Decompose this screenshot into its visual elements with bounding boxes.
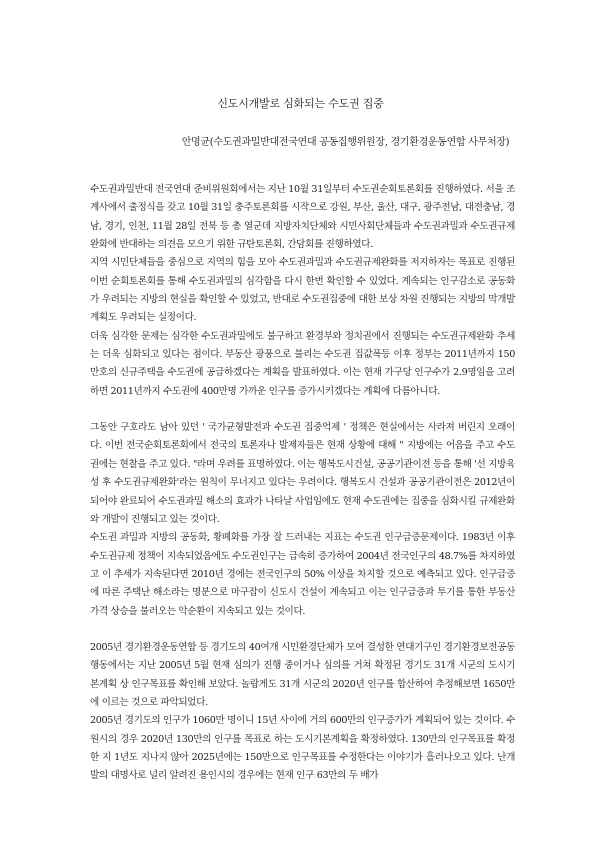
paragraph: 수도권 과밀과 지방의 공동화, 황폐화를 가장 잘 드러내는 지표는 수도권 인구급증문제이다. 1983년 이후 수도권규제 정책이 지속되었음에도 수도권인구는 급속히 증가하여 2004년 전국인구의 48.7%를 차지하였고 이 추세가 지속된다면 2010년 경에는 전국인구의 50% 이상을 차지할 것으로 예측되고 있다. 인구급증에 따른 주택난 해소라는 명분으로 마구잡이 신도시 건설이 계속되고 이는 인구급증과 투기를 통한 부동산가격 상승을 불러오는 악순환이 지속되고 있는 것이다.	[90, 532, 515, 617]
author-line: 안명균(수도권과밀반대전국연대 공동집행위원장, 경기환경운동연합 사무처장)	[181, 137, 510, 148]
paragraph: 2005년 경기환경운동연합 등 경기도의 40여개 시민환경단체가 모여 결성한 연대기구인 경기환경보전공동행동에서는 지난 2005년 5월 현재 심의가 진행 중이거나 심의를 거쳐 확정된 경기도 31개 시군의 도시기본계획 상 인구목표를 확인해 보았다. 놀랍게도 31개 시군의 2020년 인구를 합산하여 추정해보면 1650만에 이르는 것으로 파악되었다.	[90, 641, 515, 708]
section-gap	[90, 401, 515, 419]
paragraph: 수도권과밀반대 전국연대 준비위원회에서는 지난 10월 31일부터 수도권순회토론회를 진행하였다. 서울 조계사에서 출정식을 갖고 10월 31일 충주토론회를 시작으로 강원, 부산, 울산, 대구, 광주전남, 대전충남, 경남, 경기, 인천, 11월 28일 전북 등 총 열군데 지방자치단체와 시민사회단체들과 수도권과밀과 수도권규제완화에 반대하는 의견을 모으기 위한 규탄토론회, 간담회를 진행하였다.	[90, 184, 515, 251]
paragraph: 그동안 구호라도 남아 있던 ' 국가균형발전과 수도권 집중억제 ' 정책은 현실에서는 사라져 버린지 오래이다. 이번 전국순회토론회에서 전국의 토론자나 발제자들은 현재 상황에 대해 " 지방에는 어음을 주고 수도권에는 현찰을 주고 있다. "라며 우려를 표명하였다. 이는 행복도시건설, 공공기관이전 등을 통해 '선 지방육성 후 수도권규제완화'라는 원칙이 무너지고 있다는 우려이다. 행복도시 건설과 공공기관이전은 2012년이 되어야 완료되어 수도권과밀 해소의 효과가 나타날 사업임에도 현재 수도권에는 집중을 심화시킬 규제완화와 개발이 진행되고 있는 것이다.	[90, 422, 515, 525]
document-body	[90, 181, 515, 786]
paragraph: 지역 시민단체들을 중심으로 지역의 힘을 모아 수도권과밀과 수도권규제완화를 저지하자는 목표로 진행된 이번 순회토론회를 통해 수도권과밀의 심각함을 다시 한번 확인할 수 있었다. 계속되는 인구감소로 공동화가 우려되는 지방의 현실을 확인할 수 있었고, 반대로 수도권집중에 대한 보상 차원 진행되는 지방의 막개발 계획도 우려되는 실정이다.	[90, 257, 515, 324]
document-title: 신도시개발로 심화되는 수도권 집중	[217, 97, 384, 110]
paragraph: 더욱 심각한 문제는 심각한 수도권과밀에도 불구하고 환경부와 정치권에서 진행되는 수도권규제완화 추세는 더욱 심화되고 있다는 점이다. 부동산 광풍으로 불리는 수도권 집값폭등 이후 정부는 2011년까지 150만호의 신규주택을 수도권에 공급하겠다는 계획을 발표하였다. 이는 현재 가구당 인구수가 2.9명임을 고려하면 2011년까지 수도권에 400만명 가까운 인구를 증가시키겠다는 계획에 다름아니다.	[90, 330, 515, 397]
section-gap	[90, 621, 515, 639]
paragraph: 2005년 경기도의 인구가 1060만 명이니 15년 사이에 거의 600만의 인구증가가 계획되어 있는 것이다. 수원시의 경우 2020년 130만의 인구를 목표로 하는 도시기본계획을 확정하였다. 130만의 인구목표를 확정한 지 1년도 지나지 않아 2025년에는 150만으로 인구목표를 수정한다는 이야기가 흘러나오고 있다. 난개발의 대명사로 널리 알려진 용인시의 경우에는 현재 인구 63만의 두 배가	[90, 715, 515, 782]
